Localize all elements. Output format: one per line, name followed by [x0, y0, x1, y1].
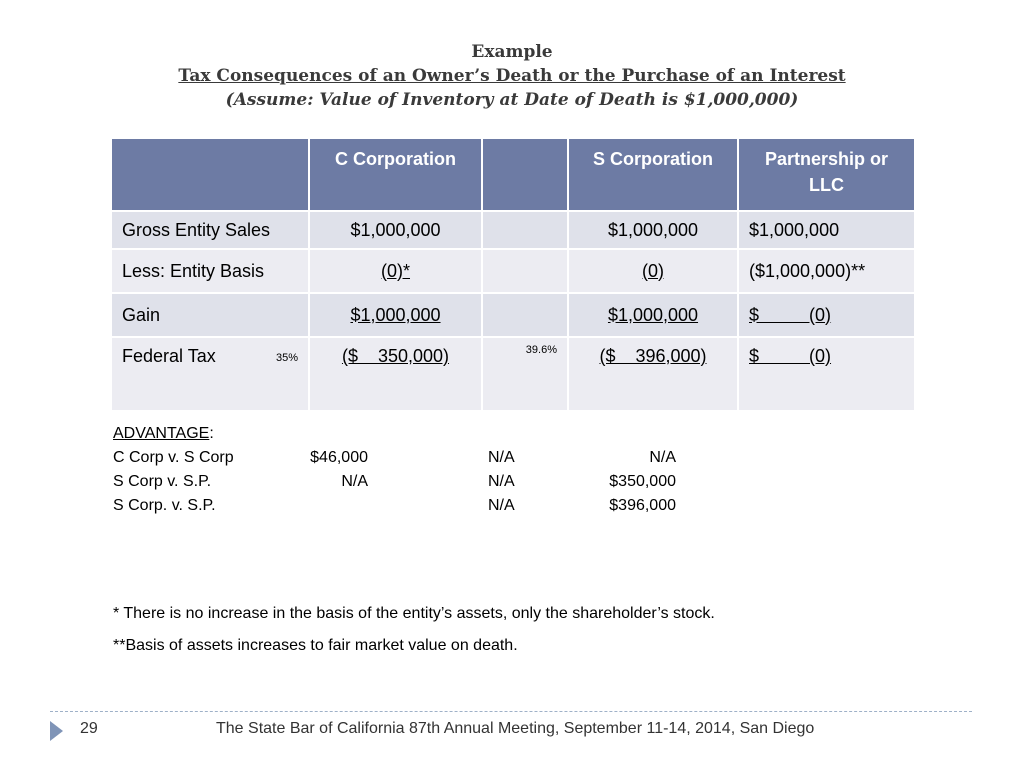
s-corp-value: [568, 293, 738, 337]
c-corp-value: [309, 337, 482, 411]
s-corp-value: $1,000,000: [568, 211, 738, 249]
advantage-col2: N/A: [488, 497, 515, 514]
title-line-example: Example: [471, 42, 553, 62]
table-row: [111, 249, 915, 293]
title-line-assumption: (Assume: Value of Inventory at Date of Death is $1,000,000): [225, 90, 799, 110]
c-corp-basis: (0)*: [380, 260, 410, 281]
advantage-section: [113, 422, 713, 518]
spacer-cell: [482, 211, 568, 249]
partnership-tax: $ (0): [749, 346, 832, 366]
partnership-value: [738, 293, 915, 337]
partnership-gain: $ (0): [749, 304, 832, 325]
advantage-col3: N/A: [649, 449, 676, 466]
partnership-value: ($1,000,000)**: [738, 249, 915, 293]
advantage-label: S Corp. v. S.P.: [113, 497, 216, 514]
spacer-cell: [482, 293, 568, 337]
partnership-value: [738, 337, 915, 411]
advantage-label: C Corp v. S Corp: [113, 449, 234, 466]
advantage-col2: N/A: [488, 473, 515, 490]
s-corp-value: [568, 249, 738, 293]
advantage-col3: $396,000: [609, 497, 676, 514]
advantage-row: [113, 494, 713, 518]
footnotes: [113, 598, 715, 662]
advantage-col3: $350,000: [609, 473, 676, 490]
advantage-row: [113, 470, 713, 494]
table-row: [111, 211, 915, 249]
header-s-corporation: S Corporation: [568, 138, 738, 211]
advantage-col2: N/A: [488, 449, 515, 466]
c-corp-rate: 35%: [275, 352, 298, 364]
header-blank-1: [111, 138, 309, 211]
row-label: Gain: [111, 293, 309, 337]
partnership-value: $1,000,000: [738, 211, 915, 249]
s-corp-value: [568, 337, 738, 411]
advantage-row: [113, 446, 713, 470]
c-corp-value: [309, 249, 482, 293]
table-row: [111, 337, 915, 411]
advantage-col1: N/A: [341, 473, 368, 490]
spacer-cell: [482, 249, 568, 293]
advantage-label: S Corp v. S.P.: [113, 473, 212, 490]
header-blank-2: [482, 138, 568, 211]
row-label: [111, 337, 309, 411]
s-corp-tax: ($ 396,000): [599, 346, 707, 366]
footnote-double-asterisk: **Basis of assets increases to fair market value on death.: [113, 637, 518, 654]
s-corp-rate: 39.6%: [525, 344, 557, 356]
c-corp-tax: ($ 350,000): [341, 346, 450, 366]
c-corp-value: $1,000,000: [309, 211, 482, 249]
c-corp-value: [309, 293, 482, 337]
s-rate-cell: [482, 337, 568, 411]
triangle-marker-icon: [50, 721, 63, 741]
header-partnership-llc: Partnership or LLC: [738, 138, 915, 211]
s-corp-basis: (0): [642, 260, 664, 281]
federal-tax-label: Federal Tax: [122, 346, 216, 366]
footer-divider: [50, 711, 972, 712]
s-corp-gain: $1,000,000: [607, 304, 699, 325]
header-c-corporation: C Corporation: [309, 138, 482, 211]
slide-title: [0, 40, 1024, 112]
advantage-heading: ADVANTAGE:: [113, 425, 214, 442]
footer-text: The State Bar of California 87th Annual Meeting, September 11-14, 2014, San Diego: [216, 720, 815, 737]
title-line-main: Tax Consequences of an Owner’s Death or the Purchase of an Interest: [178, 66, 846, 86]
footnote-single-asterisk: * There is no increase in the basis of the entity’s assets, only the shareholder’s stock.: [113, 605, 715, 622]
page-number: 29: [80, 720, 98, 737]
table-row: [111, 293, 915, 337]
tax-consequences-table: [110, 137, 916, 412]
advantage-col1: $46,000: [310, 449, 368, 466]
row-label: Gross Entity Sales: [111, 211, 309, 249]
table-header-row: [111, 138, 915, 211]
c-corp-gain: $1,000,000: [350, 304, 441, 325]
row-label: Less: Entity Basis: [111, 249, 309, 293]
